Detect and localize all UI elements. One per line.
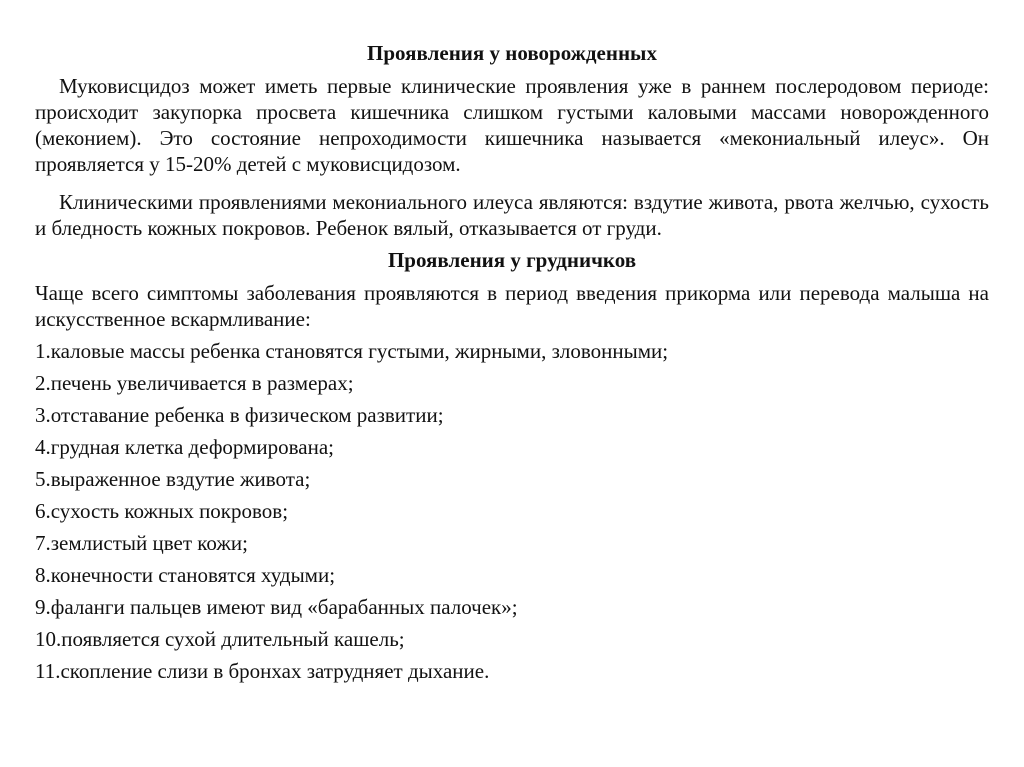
section-title-infants: Проявления у грудничков — [387, 248, 637, 272]
list-item: 4.грудная клетка деформирована; — [35, 435, 334, 459]
list-item: 1.каловые массы ребенка становятся густыми, жирными, зловонными; — [35, 339, 669, 363]
paragraph-meconium-intro: Муковисцидоз может иметь первые клинические проявления уже в раннем послеродовом периоде: происходит закупорка просвета кишечника слишком густыми каловыми массами новорожденного (меконием). Это состояние непроходимости кишечника называется «мекониальный илеус». Он проявляется у 15-20% детей с муковисцидозом. — [35, 74, 989, 176]
paragraph-infants-intro: Чаще всего симптомы заболевания проявляются в период введения прикорма или перевода малыша на искусственное вскармливание: — [35, 281, 989, 331]
document-body — [35, 40, 989, 690]
section-title-newborns: Проявления у новорожденных — [367, 41, 657, 65]
list-item: 2.печень увеличивается в размерах; — [35, 371, 354, 395]
list-item: 5.выраженное вздутие живота; — [35, 467, 311, 491]
list-item: 9.фаланги пальцев имеют вид «барабанных палочек»; — [35, 595, 518, 619]
list-item: 7.землистый цвет кожи; — [35, 531, 248, 555]
list-item: 6.сухость кожных покровов; — [35, 499, 289, 523]
symptom-list — [35, 338, 989, 684]
paragraph-meconium-symptoms: Клиническими проявлениями мекониального илеуса являются: вздутие живота, рвота желчью, сухость и бледность кожных покровов. Ребенок вялый, отказывается от груди. — [35, 190, 989, 240]
list-item: 10.появляется сухой длительный кашель; — [35, 627, 405, 651]
list-item: 11.скопление слизи в бронхах затрудняет дыхание. — [35, 659, 490, 683]
list-item: 8.конечности становятся худыми; — [35, 563, 336, 587]
list-item: 3.отставание ребенка в физическом развитии; — [35, 403, 444, 427]
